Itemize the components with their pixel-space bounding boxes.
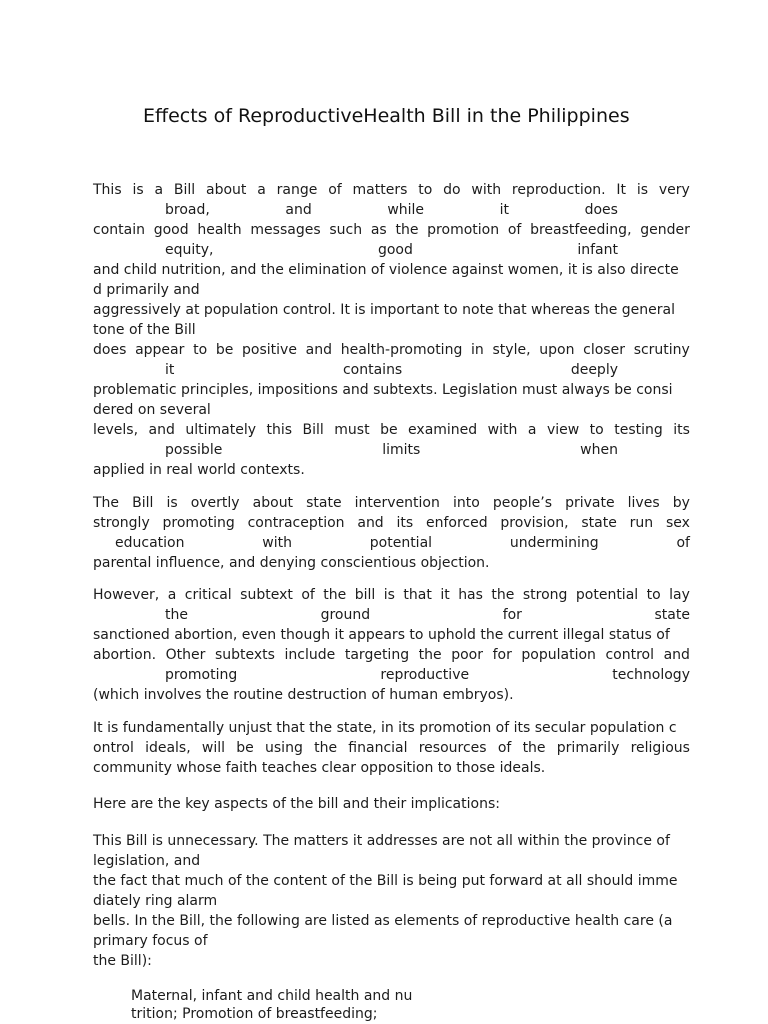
word: education: [115, 535, 185, 551]
word: about: [205, 182, 247, 198]
word: broad,: [165, 202, 210, 218]
word: good: [377, 242, 413, 258]
word: upon: [539, 342, 575, 358]
word: is: [166, 495, 178, 511]
word: population: [521, 647, 596, 663]
paragraph-line: This Bill is unnecessary. The matters it addresses are not all within the province of: [93, 833, 670, 849]
word: potential: [575, 587, 639, 603]
word: it: [499, 202, 510, 218]
word: strong: [522, 587, 568, 603]
word: does: [93, 342, 127, 358]
word: enforced: [425, 515, 488, 531]
paragraph-line: [93, 360, 690, 380]
list-item-line: trition; Promotion of breastfeeding;: [131, 1006, 378, 1022]
word: the: [395, 222, 419, 238]
paragraph-line: [93, 440, 690, 460]
word: financial: [348, 740, 408, 756]
word: lives: [627, 495, 660, 511]
word: for: [492, 647, 512, 663]
paragraph-line: Here are the key aspects of the bill and their implications:: [93, 796, 500, 812]
paragraph-line: [93, 533, 690, 553]
page-title: Effects of ReproductiveHealth Bill in the Philippines: [143, 105, 630, 127]
paragraph-line: sanctioned abortion, even though it appears to uphold the current illegal status of: [93, 627, 670, 643]
paragraph-line: aggressively at population control. It is important to note that whereas the general: [93, 302, 675, 318]
paragraph-line: the fact that much of the content of the Bill is being put forward at all should imme: [93, 873, 678, 889]
paragraph-line: [93, 645, 690, 665]
word: testing: [614, 422, 663, 438]
word: does: [584, 202, 618, 218]
word: using: [265, 740, 303, 756]
word: people’s: [492, 495, 553, 511]
word: Bill: [173, 182, 196, 198]
word: primarily: [556, 740, 620, 756]
paragraph-line: [93, 220, 690, 240]
paragraph-line: problematic principles, impositions and subtexts. Legislation must always be consi: [93, 382, 673, 398]
word: of: [507, 222, 522, 238]
paragraph-line: [93, 605, 690, 625]
word: state: [654, 607, 690, 623]
word: closer: [583, 342, 625, 358]
word: to: [646, 587, 661, 603]
word: It: [616, 182, 627, 198]
paragraph-line: parental influence, and denying conscientious objection.: [93, 555, 490, 571]
word: to: [193, 342, 208, 358]
word: health: [197, 222, 242, 238]
word: intervention: [354, 495, 440, 511]
paragraph-line: (which involves the routine destruction of human embryos).: [93, 687, 514, 703]
word: contains: [342, 362, 403, 378]
word: as: [370, 222, 387, 238]
word: positive: [242, 342, 297, 358]
word: ideals,: [145, 740, 191, 756]
paragraph-line: [93, 240, 690, 260]
paragraph-line: [93, 420, 690, 440]
paragraph-line: [93, 493, 690, 513]
paragraph-line: [93, 585, 690, 605]
word: subtext: [240, 587, 293, 603]
word: health-promoting: [340, 342, 463, 358]
word: is: [383, 587, 395, 603]
word: with: [262, 535, 292, 551]
word: state: [306, 495, 342, 511]
word: lay: [669, 587, 690, 603]
paragraph-line: [93, 665, 690, 685]
word: private: [565, 495, 615, 511]
word: and: [663, 647, 690, 663]
word: targeting: [344, 647, 410, 663]
word: this: [266, 422, 293, 438]
paragraph-line: [93, 738, 690, 758]
paragraph-line: [93, 180, 690, 200]
word: gender: [640, 222, 690, 238]
paragraph-line: primary focus of: [93, 933, 208, 949]
word: matters: [352, 182, 408, 198]
word: a: [167, 587, 177, 603]
paragraph-line: d primarily and: [93, 282, 200, 298]
word: possible: [165, 442, 223, 458]
word: of: [301, 587, 315, 603]
word: be: [380, 422, 398, 438]
paragraph-line: applied in real world contexts.: [93, 462, 305, 478]
word: and: [305, 342, 333, 358]
word: potential: [369, 535, 433, 551]
word: that: [403, 587, 432, 603]
word: breastfeeding,: [530, 222, 632, 238]
word: of: [328, 182, 342, 198]
word: very: [658, 182, 690, 198]
word: about: [252, 495, 294, 511]
word: be: [215, 342, 234, 358]
word: sex: [665, 515, 690, 531]
word: bill: [354, 587, 376, 603]
word: and: [357, 515, 384, 531]
word: a: [154, 182, 164, 198]
word: undermining: [509, 535, 599, 551]
word: deeply: [570, 362, 618, 378]
word: to: [589, 422, 604, 438]
word: religious: [630, 740, 690, 756]
word: in: [471, 342, 484, 358]
paragraph-line: legislation, and: [93, 853, 201, 869]
word: The: [93, 495, 120, 511]
word: is: [636, 182, 649, 198]
word: with: [487, 422, 518, 438]
word: contraception: [247, 515, 345, 531]
word: it: [440, 587, 450, 603]
word: reproductive: [380, 667, 470, 683]
word: style,: [492, 342, 531, 358]
word: the: [314, 740, 338, 756]
word: the: [323, 587, 347, 603]
paragraph-line: dered on several: [93, 402, 211, 418]
paragraph-line: [93, 340, 690, 360]
word: the: [418, 647, 442, 663]
word: ultimately: [185, 422, 256, 438]
word: will: [201, 740, 226, 756]
word: provision,: [500, 515, 569, 531]
word: Bill: [132, 495, 154, 511]
word: promoting: [162, 515, 235, 531]
word: must: [334, 422, 370, 438]
word: the: [491, 587, 515, 603]
word: while: [387, 202, 425, 218]
word: equity,: [165, 242, 214, 258]
word: and: [148, 422, 175, 438]
word: include: [284, 647, 336, 663]
word: when: [580, 442, 618, 458]
word: levels,: [93, 422, 139, 438]
word: Other: [165, 647, 206, 663]
paragraph-line: community whose faith teaches clear opposition to those ideals.: [93, 760, 546, 776]
word: resources: [418, 740, 487, 756]
word: a: [257, 182, 266, 198]
word: control: [605, 647, 655, 663]
paragraph-line: tone of the Bill: [93, 322, 196, 338]
word: is: [132, 182, 144, 198]
word: do: [443, 182, 461, 198]
word: reproduction.: [511, 182, 606, 198]
word: its: [673, 422, 690, 438]
paragraph-line: [93, 200, 690, 220]
word: of: [676, 535, 690, 551]
paragraph-line: diately ring alarm: [93, 893, 218, 909]
word: ground: [320, 607, 371, 623]
word: its: [396, 515, 414, 531]
paragraph-line: [93, 513, 690, 533]
word: contain: [93, 222, 145, 238]
word: such: [329, 222, 363, 238]
word: for: [502, 607, 522, 623]
word: to: [418, 182, 433, 198]
word: by: [672, 495, 690, 511]
word: overtly: [190, 495, 240, 511]
word: limits: [382, 442, 421, 458]
word: promoting: [165, 667, 238, 683]
word: Bill: [302, 422, 324, 438]
word: This: [93, 182, 122, 198]
word: scrutiny: [633, 342, 690, 358]
word: strongly: [93, 515, 150, 531]
word: the: [165, 607, 188, 623]
word: and: [285, 202, 312, 218]
word: state: [581, 515, 617, 531]
word: view: [546, 422, 580, 438]
word: range: [276, 182, 318, 198]
word: the: [522, 740, 546, 756]
paragraph-line: It is fundamentally unjust that the state, in its promotion of its secular population c: [93, 720, 677, 736]
word: has: [458, 587, 483, 603]
word: abortion.: [93, 647, 157, 663]
word: However,: [93, 587, 160, 603]
word: run: [629, 515, 654, 531]
word: it: [165, 362, 175, 378]
word: technology: [612, 667, 690, 683]
list-item-line: Maternal, infant and child health and nu: [131, 988, 413, 1004]
word: poor: [451, 647, 483, 663]
word: a: [527, 422, 537, 438]
word: good: [153, 222, 189, 238]
word: examined: [408, 422, 478, 438]
word: critical: [184, 587, 232, 603]
word: subtexts: [214, 647, 275, 663]
paragraph-line: the Bill):: [93, 953, 152, 969]
word: promotion: [427, 222, 500, 238]
paragraph-line: bells. In the Bill, the following are listed as elements of reproductive health care (a: [93, 913, 673, 929]
paragraph-line: and child nutrition, and the elimination of violence against women, it is also directe: [93, 262, 679, 278]
word: infant: [577, 242, 618, 258]
word: of: [497, 740, 512, 756]
word: messages: [250, 222, 321, 238]
word: with: [471, 182, 502, 198]
word: appear: [135, 342, 185, 358]
word: be: [236, 740, 254, 756]
word: into: [452, 495, 480, 511]
word: ontrol: [93, 740, 134, 756]
